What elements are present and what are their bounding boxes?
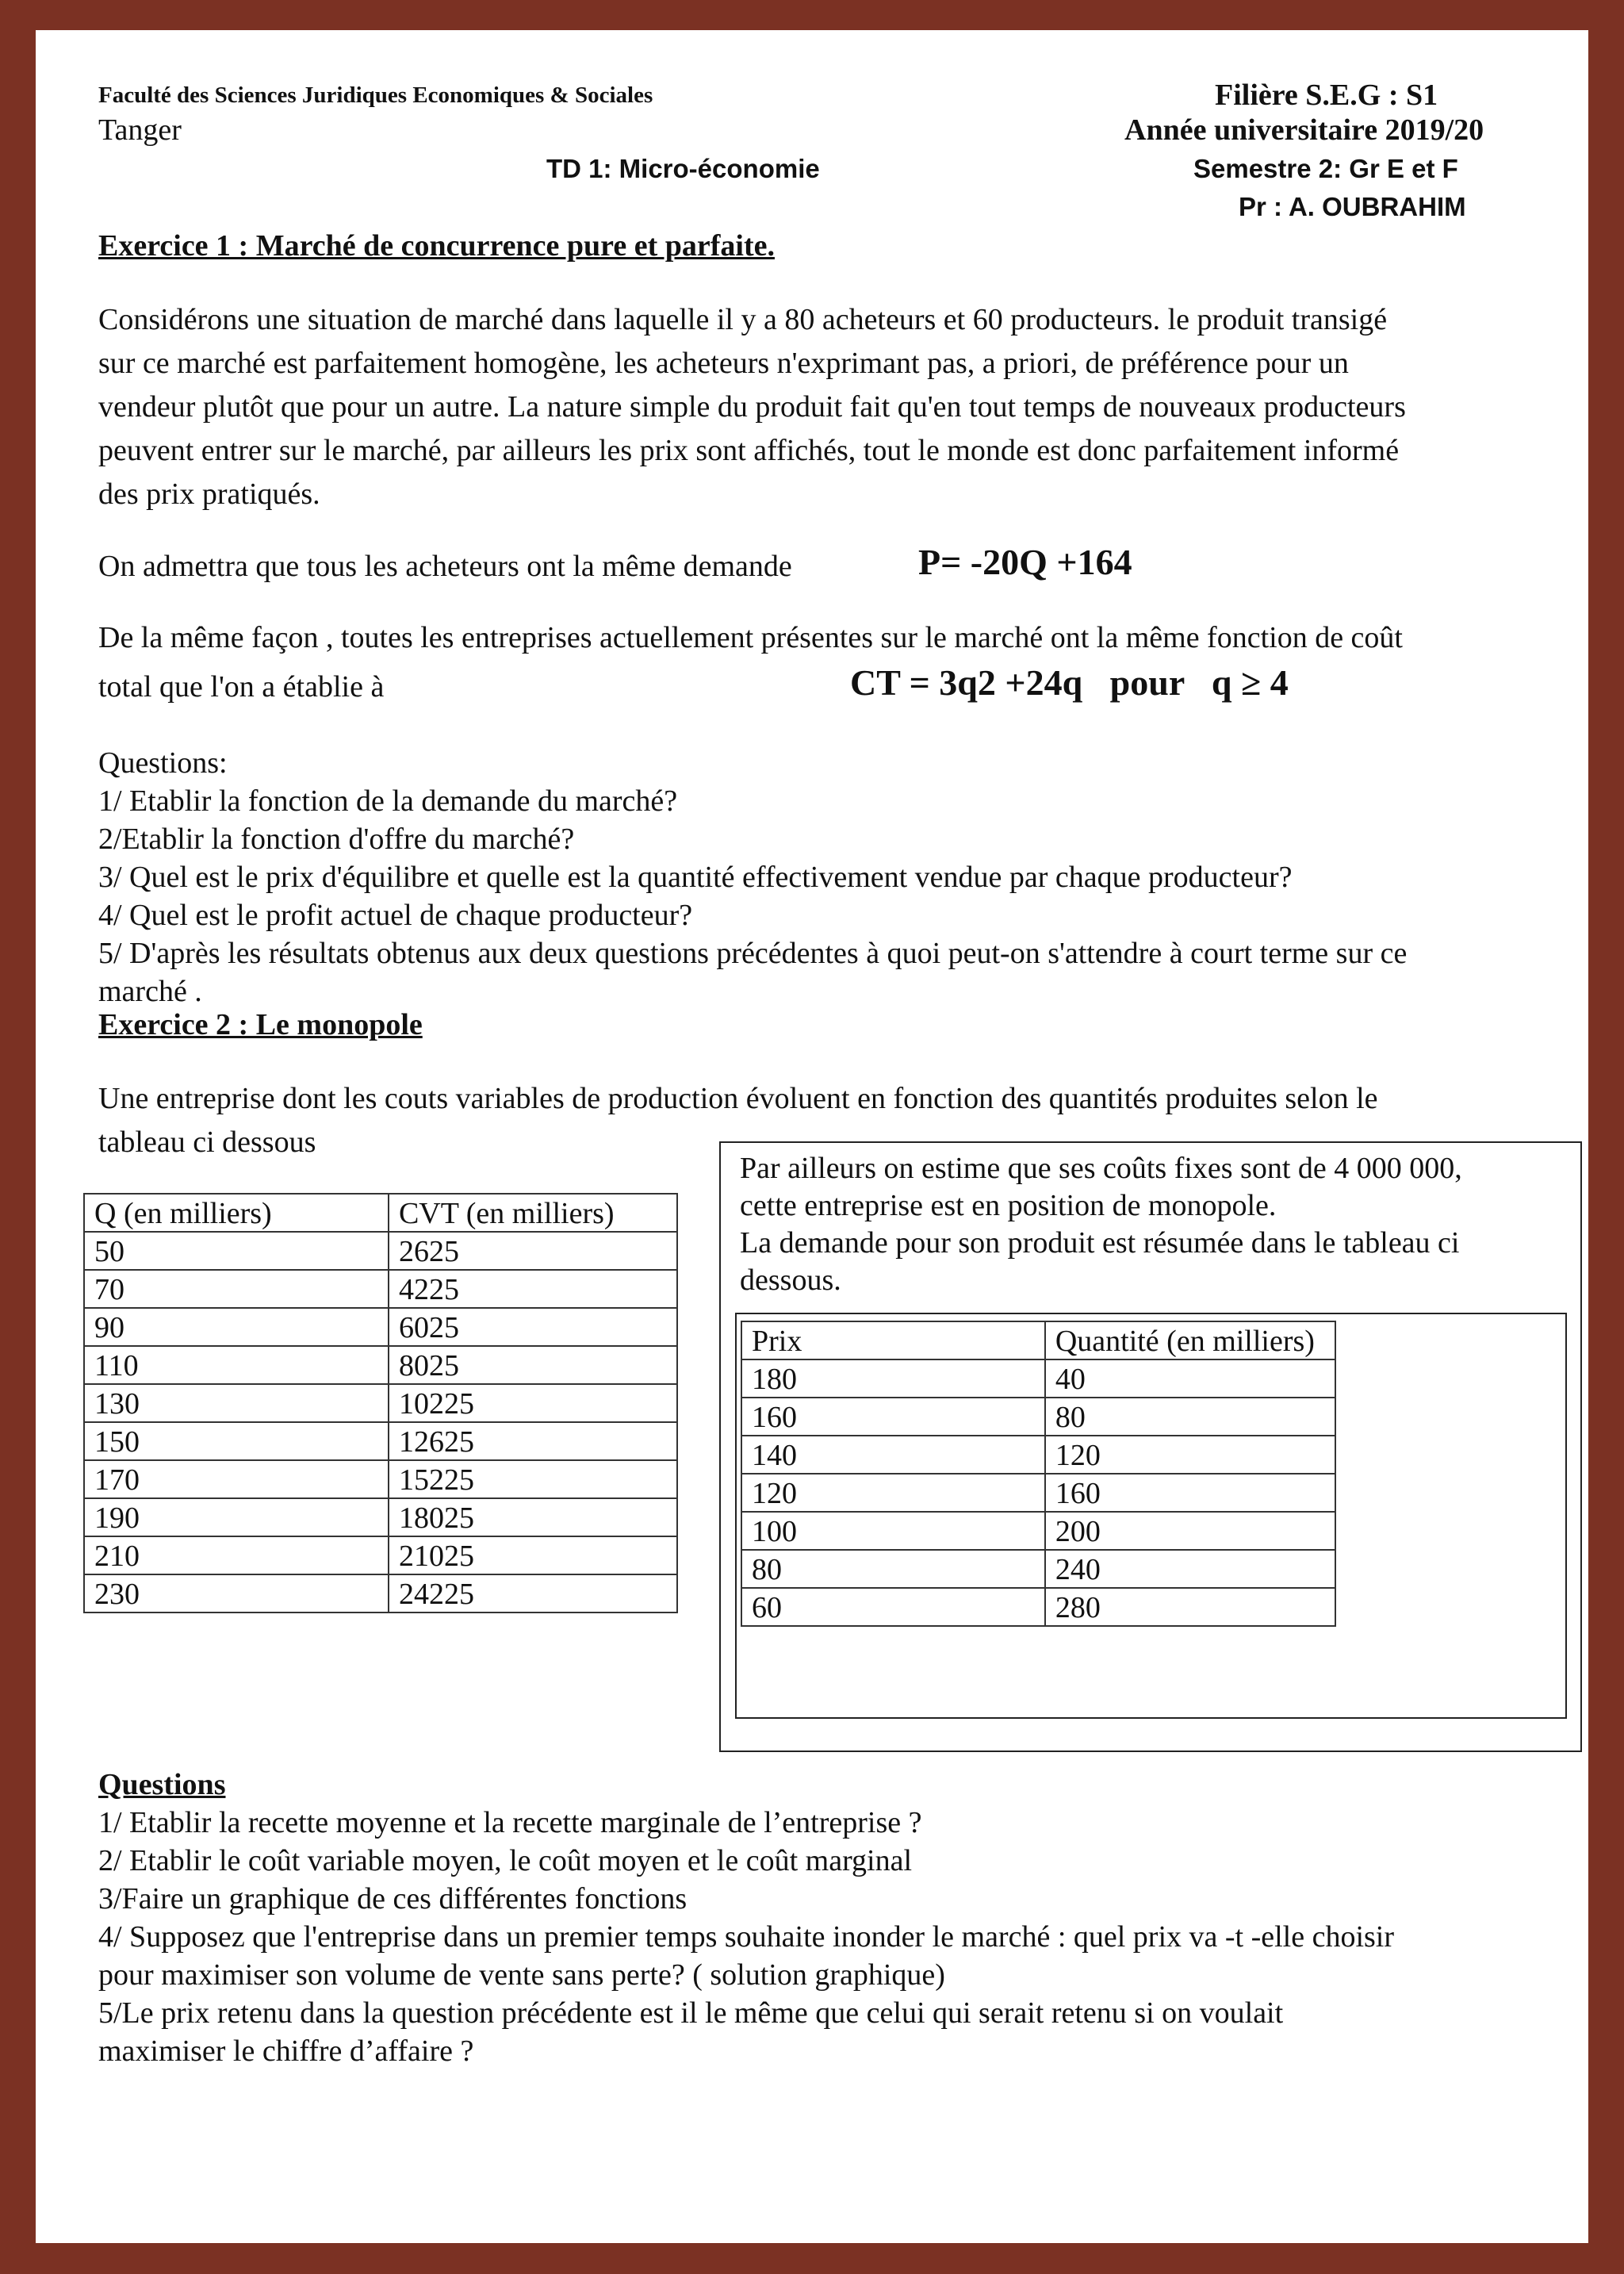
- table-row: [84, 1498, 677, 1536]
- cell-prix: 180: [741, 1359, 1045, 1398]
- demand-formula: P= -20Q +164: [918, 542, 1132, 582]
- demand-text: On admettra que tous les acheteurs ont la même demande: [98, 550, 792, 583]
- box-line: cette entreprise est en position de monopole.: [740, 1189, 1277, 1222]
- table-row: [84, 1308, 677, 1346]
- cell-quantite: 40: [1045, 1359, 1335, 1398]
- intro-line: des prix pratiqués.: [98, 477, 320, 511]
- cell-quantite: 120: [1045, 1436, 1335, 1474]
- intro-line: peuvent entrer sur le marché, par ailleurs les prix sont affichés, tout le monde est donc parfaitement informé: [98, 434, 1400, 467]
- table-row: [741, 1474, 1335, 1512]
- cost-formula: CT = 3q2 +24q pour q ≥ 4: [850, 662, 1289, 703]
- cell-prix: 60: [741, 1588, 1045, 1626]
- exercice1-title: Exercice 1 : Marché de concurrence pure et parfaite.: [98, 229, 775, 263]
- table-row: [84, 1460, 677, 1498]
- question-item: maximiser le chiffre d’affaire ?: [98, 2034, 474, 2068]
- header-cell: Quantité (en milliers): [1045, 1321, 1335, 1359]
- exercice1-questions: [98, 744, 1407, 1010]
- header-cell: Q (en milliers): [84, 1194, 389, 1232]
- table-row: [84, 1384, 677, 1422]
- question-item: pour maximiser son volume de vente sans perte? ( solution graphique): [98, 1958, 945, 1992]
- table-row: [741, 1436, 1335, 1474]
- exercice2-questions: [98, 1766, 1394, 2070]
- cell-q: 190: [84, 1498, 389, 1536]
- question-item: 3/ Quel est le prix d'équilibre et quelle est la quantité effectivement vendue par chaque producteur?: [98, 861, 1293, 894]
- table-row: [84, 1422, 677, 1460]
- intro-line: vendeur plutôt que pour un autre. La nature simple du produit fait qu'en tout temps de nouveaux producteurs: [98, 390, 1406, 424]
- exercice2-title: Exercice 2 : Le monopole: [98, 1008, 423, 1041]
- question-item: 2/Etablir la fonction d'offre du marché?: [98, 823, 575, 856]
- cell-quantite: 240: [1045, 1550, 1335, 1588]
- document-page: [36, 30, 1588, 2243]
- cell-quantite: 200: [1045, 1512, 1335, 1550]
- table-row: [84, 1574, 677, 1613]
- cell-cvt: 12625: [389, 1422, 677, 1460]
- question-item: 4/ Quel est le profit actuel de chaque producteur?: [98, 899, 693, 932]
- intro-line: Une entreprise dont les couts variables de production évoluent en fonction des quantités produites selon le: [98, 1082, 1378, 1115]
- table-row: [741, 1588, 1335, 1626]
- question-item: marché .: [98, 975, 202, 1008]
- table-row: [84, 1536, 677, 1574]
- cell-q: 170: [84, 1460, 389, 1498]
- questions-label: Questions:: [98, 746, 228, 780]
- question-item: 1/ Etablir la recette moyenne et la recette marginale de l’entreprise ?: [98, 1806, 922, 1839]
- header-cell: CVT (en milliers): [389, 1194, 677, 1232]
- question-item: 2/ Etablir le coût variable moyen, le coût moyen et le coût marginal: [98, 1844, 913, 1877]
- cell-q: 230: [84, 1574, 389, 1613]
- header-cell: Prix: [741, 1321, 1045, 1359]
- cell-cvt: 18025: [389, 1498, 677, 1536]
- intro-line: sur ce marché est parfaitement homogène, les acheteurs n'exprimant pas, a priori, de préférence pour un: [98, 347, 1349, 380]
- monopole-info-text: [740, 1150, 1462, 1299]
- questions-label: Questions: [98, 1768, 226, 1801]
- table-row: [84, 1270, 677, 1308]
- faculty-name: Faculté des Sciences Juridiques Economiques & Sociales: [98, 82, 653, 108]
- intro-line: Considérons une situation de marché dans laquelle il y a 80 acheteurs et 60 producteurs. le produit transigé: [98, 303, 1388, 336]
- city: Tanger: [98, 113, 182, 147]
- cell-q: 150: [84, 1422, 389, 1460]
- cell-prix: 100: [741, 1512, 1045, 1550]
- table-header-row: [84, 1194, 677, 1232]
- semestre: Semestre 2: Gr E et F: [1193, 154, 1458, 183]
- table-row: [741, 1550, 1335, 1588]
- cell-quantite: 280: [1045, 1588, 1335, 1626]
- table-row: [741, 1359, 1335, 1398]
- cost-text-line2: total que l'on a établie à: [98, 670, 385, 704]
- demand-table: [741, 1321, 1336, 1627]
- table-header-row: [741, 1321, 1335, 1359]
- cell-cvt: 15225: [389, 1460, 677, 1498]
- question-item: 5/Le prix retenu dans la question précédente est il le même que celui qui serait retenu si on voulait: [98, 1996, 1284, 2030]
- table-row: [84, 1232, 677, 1270]
- cell-cvt: 10225: [389, 1384, 677, 1422]
- cell-cvt: 6025: [389, 1308, 677, 1346]
- question-item: 4/ Supposez que l'entreprise dans un premier temps souhaite inonder le marché : quel prix va -t -elle choisir: [98, 1920, 1395, 1954]
- box-line: La demande pour son produit est résumée dans le tableau ci: [740, 1226, 1460, 1260]
- question-item: 1/ Etablir la fonction de la demande du marché?: [98, 784, 678, 818]
- cost-table: [83, 1193, 678, 1613]
- cell-cvt: 2625: [389, 1232, 677, 1270]
- cell-cvt: 4225: [389, 1270, 677, 1308]
- cell-prix: 80: [741, 1550, 1045, 1588]
- question-item: 3/Faire un graphique de ces différentes fonctions: [98, 1882, 688, 1915]
- table-row: [741, 1512, 1335, 1550]
- table-row: [84, 1346, 677, 1384]
- cell-prix: 160: [741, 1398, 1045, 1436]
- intro-line: tableau ci dessous: [98, 1125, 316, 1159]
- box-line: Par ailleurs on estime que ses coûts fixes sont de 4 000 000,: [740, 1152, 1462, 1185]
- cell-cvt: 24225: [389, 1574, 677, 1613]
- exercice1-intro: [98, 298, 1406, 516]
- table-row: [741, 1398, 1335, 1436]
- cell-prix: 120: [741, 1474, 1045, 1512]
- cell-prix: 140: [741, 1436, 1045, 1474]
- box-line: dessous.: [740, 1264, 841, 1297]
- td-title: TD 1: Micro-économie: [546, 154, 820, 183]
- cell-q: 130: [84, 1384, 389, 1422]
- cell-q: 50: [84, 1232, 389, 1270]
- cell-q: 70: [84, 1270, 389, 1308]
- cell-cvt: 8025: [389, 1346, 677, 1384]
- cell-q: 210: [84, 1536, 389, 1574]
- cell-q: 90: [84, 1308, 389, 1346]
- cell-cvt: 21025: [389, 1536, 677, 1574]
- question-item: 5/ D'après les résultats obtenus aux deux questions précédentes à quoi peut-on s'attendre à court terme sur ce: [98, 937, 1408, 970]
- cell-quantite: 160: [1045, 1474, 1335, 1512]
- cell-quantite: 80: [1045, 1398, 1335, 1436]
- filiere: Filière S.E.G : S1: [1215, 79, 1438, 112]
- annee-universitaire: Année universitaire 2019/20: [1124, 113, 1484, 147]
- cell-q: 110: [84, 1346, 389, 1384]
- cost-text-line1: De la même façon , toutes les entreprises actuellement présentes sur le marché ont la même fonction de coût: [98, 621, 1403, 654]
- professeur: Pr : A. OUBRAHIM: [1239, 192, 1466, 221]
